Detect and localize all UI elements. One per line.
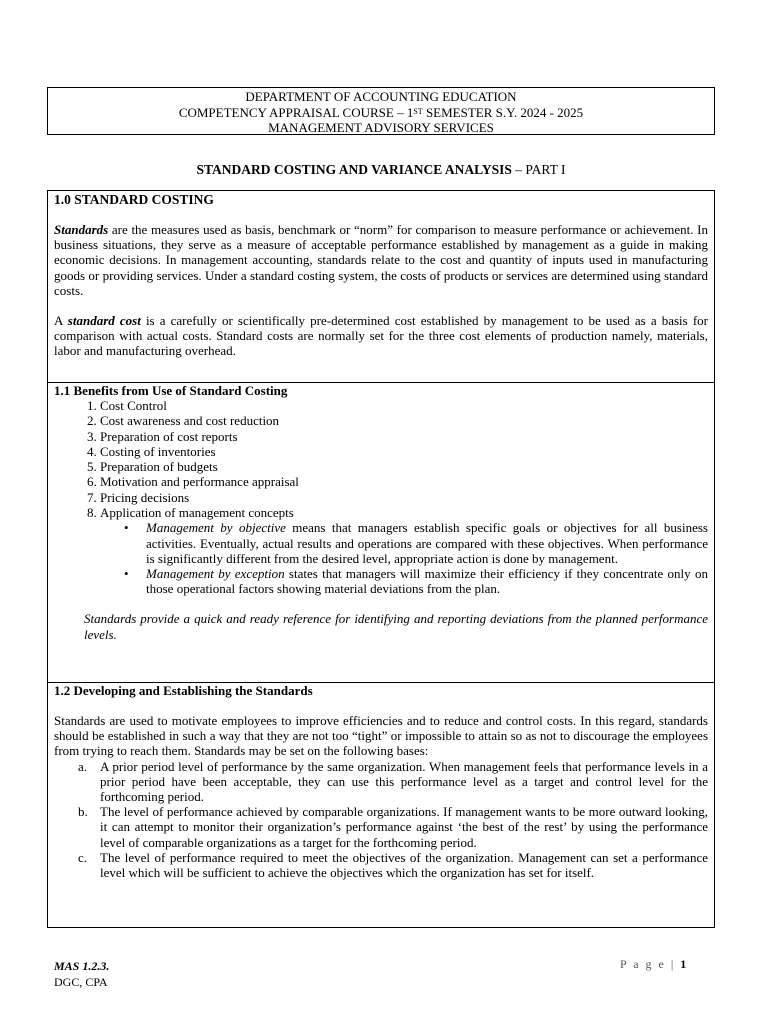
author: DGC, CPA [54,975,108,989]
course-line-text: COMPETENCY APPRAISAL COURSE – 1 [178,104,414,120]
list-item: 5. Preparation of budgets [100,459,708,474]
list-marker: b. [78,804,88,820]
term-mbe: Management by exception [146,565,285,581]
standards-note: Standards provide a quick and ready reference for identifying and reporting deviations from the planned performance levels. [84,611,708,642]
title-part: – PART I [511,162,566,177]
term-standards: Standards [54,222,109,237]
heading-text: 1.0 STANDARD COSTING [54,192,214,207]
list-item: 7. Pricing decisions [100,490,708,505]
list-item: 3. Preparation of cost reports [100,429,708,444]
bases-list [54,759,708,881]
paragraph-text: is a carefully or scientifically pre-determined cost established by management to be used as a basis for comparison with actual costs. Standard costs are normally set for the three cost elements of production namely, materials, labor and manufacturing overhead. [54,313,709,359]
list-item: 8. Application of management concepts [100,505,708,520]
module-code: MAS 1.2.3. [54,959,110,973]
page-number-value: 1 [680,957,687,971]
subject-line: MANAGEMENT ADVISORY SERVICES [268,120,494,135]
course-line [48,105,714,121]
term-mbo: Management by objective [146,520,286,536]
title-main: STANDARD COSTING AND VARIANCE ANALYSIS [196,162,512,177]
term-standard-cost: standard cost [67,313,141,329]
document-title [47,162,715,178]
paragraph-text: are the measures used as basis, benchmark or “norm” for comparison to measure performance or achievement. In business situations, they serve as a measure of acceptable performance established by management as a guide in making economic decisions. In management accounting, standards relate to the cost and quantity of inputs used in manufacturing goods or providing services. Under a standard costing system, the costs of products or services are determined using standard costs. [54,222,708,298]
list-item [124,565,708,597]
section-heading: 1.2 Developing and Establishing the Standards [54,683,313,698]
standards-paragraph [54,222,708,298]
page-number [620,957,686,972]
item-text: The level of performance achieved by comparable organizations. If management wants to be more outward looking, it can attempt to monitor their organization’s performance against ‘the best of the rest’ by using the performance level of comparable organizations as a target for the forthcoming period. [100,804,708,850]
list-item: 1. Cost Control [100,398,708,413]
bullet-text: means that managers establish specific goals or objectives for all business activities. Eventually, actual results and operations are compared with these objectives. When performance is significantly different from the desired level, appropriate action is done by management. [146,520,708,566]
list-marker: a. [78,758,88,774]
course-header [47,87,715,135]
list-marker: c. [78,849,88,865]
footer-left [54,958,109,990]
bullet-icon: • [124,565,129,581]
list-item [124,520,708,566]
item-text: The level of performance required to meet the objectives of the organization. Management can set a performance level which will be sufficient to achieve the objectives which the organization has set for itself. [100,849,708,881]
list-item [78,849,708,881]
list-item: 6. Motivation and performance appraisal [100,474,708,489]
section-developing-standards [48,682,714,927]
standard-cost-paragraph [54,313,708,359]
bullet-icon: • [124,520,129,536]
section-heading [54,191,708,207]
list-item [78,758,708,805]
list-item [78,804,708,850]
intro-paragraph: Standards are used to motivate employees to improve efficiencies and to reduce and control costs. In this regard, standards should be established in such a way that they are not too “tight” or impossible to attain so as not to discourage the employees from trying to reach them. Standards may be set on the following bases: [54,713,708,759]
management-concepts-list [54,520,708,596]
list-item: 4. Costing of inventories [100,444,708,459]
page-label: P a g e | [620,957,676,971]
section-heading: 1.1 Benefits from Use of Standard Costing [54,383,288,398]
semester-text: SEMESTER S.Y. 2024 - 2025 [422,104,584,120]
list-item: 2. Cost awareness and cost reduction [100,413,708,428]
benefits-list [54,398,708,520]
department-line: DEPARTMENT OF ACCOUNTING EDUCATION [245,89,517,104]
content-table [47,190,715,928]
paragraph-prefix: A [54,313,68,329]
ordinal-superscript: ST [413,106,423,116]
section-standard-costing [48,191,714,382]
bullet-text: states that managers will maximize their efficiency if they concentrate only on those operational factors showing material deviations from the plan. [146,565,708,597]
item-text: A prior period level of performance by the same organization. When management feels that performance levels in a prior period have been acceptable, they can use this performance level as a target and control level for the forthcoming period. [100,758,708,805]
section-benefits [48,382,714,682]
